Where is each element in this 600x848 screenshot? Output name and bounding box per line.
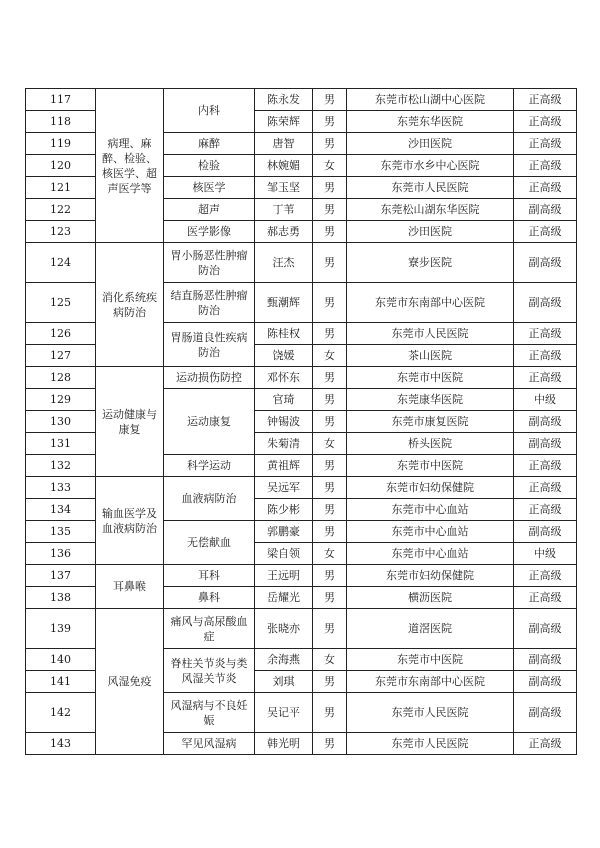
subcategory-cell: 无偿献血 [164,521,255,565]
expert-gender: 男 [313,177,347,199]
row-number: 139 [26,609,96,649]
expert-title: 副高级 [514,649,577,671]
category-cell: 消化系统疾病防治 [96,243,164,367]
row-number: 120 [26,155,96,177]
expert-name: 林婉媚 [255,155,313,177]
row-number: 119 [26,133,96,155]
expert-gender: 男 [313,693,347,733]
expert-gender: 男 [313,587,347,609]
expert-gender: 男 [313,133,347,155]
expert-title: 中级 [514,543,577,565]
expert-gender: 男 [313,671,347,693]
expert-name: 邓怀东 [255,367,313,389]
row-number: 132 [26,455,96,477]
expert-hospital: 东莞市中医院 [347,455,514,477]
expert-hospital: 茶山医院 [347,345,514,367]
expert-gender: 女 [313,543,347,565]
row-number: 126 [26,323,96,345]
expert-gender: 男 [313,367,347,389]
expert-hospital: 东莞市康复医院 [347,411,514,433]
subcategory-cell: 耳科 [164,565,255,587]
expert-name: 陈荣辉 [255,111,313,133]
table-row [26,367,577,389]
expert-name: 郭鹏豪 [255,521,313,543]
expert-hospital: 东莞市人民医院 [347,733,514,755]
expert-hospital: 寮步医院 [347,243,514,283]
row-number: 142 [26,693,96,733]
category-cell: 耳鼻喉 [96,565,164,609]
expert-gender: 男 [313,733,347,755]
expert-hospital: 东莞市水乡中心医院 [347,155,514,177]
expert-hospital: 东莞市人民医院 [347,177,514,199]
subcategory-cell: 胃小肠恶性肿瘤防治 [164,243,255,283]
expert-title: 副高级 [514,433,577,455]
expert-gender: 男 [313,411,347,433]
expert-title: 正高级 [514,367,577,389]
expert-title: 正高级 [514,477,577,499]
subcategory-cell: 痛风与高尿酸血症 [164,609,255,649]
expert-name: 黄祖辉 [255,455,313,477]
expert-hospital: 东莞市妇幼保健院 [347,565,514,587]
expert-gender: 男 [313,221,347,243]
expert-roster-table [25,88,577,755]
row-number: 122 [26,199,96,221]
expert-title: 副高级 [514,671,577,693]
expert-gender: 男 [313,283,347,323]
expert-name: 丁苇 [255,199,313,221]
expert-hospital: 东莞松山湖东华医院 [347,199,514,221]
expert-title: 中级 [514,389,577,411]
expert-gender: 男 [313,89,347,111]
expert-hospital: 东莞市中心血站 [347,521,514,543]
expert-gender: 男 [313,609,347,649]
expert-title: 正高级 [514,111,577,133]
subcategory-cell: 核医学 [164,177,255,199]
expert-name: 韩光明 [255,733,313,755]
expert-name: 岳耀光 [255,587,313,609]
expert-title: 副高级 [514,693,577,733]
expert-gender: 男 [313,243,347,283]
expert-hospital: 东莞市中心血站 [347,499,514,521]
category-cell: 运动健康与康复 [96,367,164,477]
row-number: 123 [26,221,96,243]
expert-name: 朱菊清 [255,433,313,455]
expert-title: 正高级 [514,733,577,755]
row-number: 135 [26,521,96,543]
table-row [26,89,577,111]
subcategory-cell: 医学影像 [164,221,255,243]
row-number: 134 [26,499,96,521]
row-number: 128 [26,367,96,389]
expert-hospital: 东莞市东南部中心医院 [347,283,514,323]
row-number: 141 [26,671,96,693]
expert-gender: 男 [313,111,347,133]
expert-title: 正高级 [514,221,577,243]
row-number: 130 [26,411,96,433]
expert-gender: 男 [313,323,347,345]
expert-gender: 男 [313,565,347,587]
expert-hospital: 东莞康华医院 [347,389,514,411]
expert-gender: 男 [313,389,347,411]
subcategory-cell: 运动损伤防控 [164,367,255,389]
category-cell: 病理、麻醉、检验、核医学、超声医学等 [96,89,164,243]
expert-name: 官琦 [255,389,313,411]
expert-gender: 女 [313,433,347,455]
expert-name: 邹玉坚 [255,177,313,199]
subcategory-cell: 胃肠道良性疾病防治 [164,323,255,367]
row-number: 127 [26,345,96,367]
subcategory-cell: 检验 [164,155,255,177]
expert-gender: 女 [313,649,347,671]
expert-name: 吴远军 [255,477,313,499]
expert-gender: 男 [313,521,347,543]
expert-title: 正高级 [514,177,577,199]
expert-hospital: 东莞市妇幼保健院 [347,477,514,499]
expert-title: 副高级 [514,521,577,543]
expert-hospital: 东莞市中医院 [347,649,514,671]
expert-hospital: 东莞东华医院 [347,111,514,133]
expert-name: 郝志勇 [255,221,313,243]
expert-title: 正高级 [514,323,577,345]
expert-hospital: 东莞市人民医院 [347,693,514,733]
row-number: 124 [26,243,96,283]
subcategory-cell: 结直肠恶性肿瘤防治 [164,283,255,323]
row-number: 138 [26,587,96,609]
expert-name: 汪杰 [255,243,313,283]
expert-hospital: 桥头医院 [347,433,514,455]
expert-title: 副高级 [514,609,577,649]
subcategory-cell: 鼻科 [164,587,255,609]
expert-hospital: 沙田医院 [347,133,514,155]
expert-title: 副高级 [514,243,577,283]
expert-name: 刘琪 [255,671,313,693]
expert-title: 正高级 [514,587,577,609]
expert-title: 正高级 [514,89,577,111]
table-row [26,243,577,283]
table-row [26,477,577,499]
category-cell: 风湿免疫 [96,609,164,755]
subcategory-cell: 超声 [164,199,255,221]
expert-name: 陈桂权 [255,323,313,345]
category-cell: 输血医学及血液病防治 [96,477,164,565]
expert-hospital: 横沥医院 [347,587,514,609]
row-number: 131 [26,433,96,455]
expert-gender: 男 [313,499,347,521]
expert-title: 正高级 [514,565,577,587]
expert-title: 正高级 [514,455,577,477]
row-number: 137 [26,565,96,587]
row-number: 118 [26,111,96,133]
expert-title: 副高级 [514,283,577,323]
row-number: 121 [26,177,96,199]
table-row [26,609,577,649]
expert-name: 吴记平 [255,693,313,733]
row-number: 140 [26,649,96,671]
expert-name: 张晓亦 [255,609,313,649]
expert-name: 陈永发 [255,89,313,111]
row-number: 143 [26,733,96,755]
expert-title: 正高级 [514,155,577,177]
expert-name: 饶媛 [255,345,313,367]
expert-gender: 男 [313,455,347,477]
expert-title: 副高级 [514,199,577,221]
subcategory-cell: 内科 [164,89,255,133]
expert-title: 正高级 [514,133,577,155]
expert-gender: 女 [313,155,347,177]
expert-name: 甄潮辉 [255,283,313,323]
subcategory-cell: 麻醉 [164,133,255,155]
row-number: 117 [26,89,96,111]
expert-gender: 女 [313,345,347,367]
expert-hospital: 东莞市东南部中心医院 [347,671,514,693]
expert-name: 陈少彬 [255,499,313,521]
expert-hospital: 沙田医院 [347,221,514,243]
subcategory-cell: 风湿病与不良妊娠 [164,693,255,733]
expert-hospital: 东莞市人民医院 [347,323,514,345]
subcategory-cell: 血液病防治 [164,477,255,521]
row-number: 133 [26,477,96,499]
subcategory-cell: 罕见风湿病 [164,733,255,755]
expert-name: 唐智 [255,133,313,155]
expert-name: 余海燕 [255,649,313,671]
expert-gender: 男 [313,199,347,221]
expert-title: 正高级 [514,345,577,367]
expert-name: 钟锡波 [255,411,313,433]
expert-name: 王远明 [255,565,313,587]
expert-hospital: 道滘医院 [347,609,514,649]
row-number: 129 [26,389,96,411]
subcategory-cell: 脊柱关节炎与类风湿关节炎 [164,649,255,693]
row-number: 136 [26,543,96,565]
expert-hospital: 东莞市中医院 [347,367,514,389]
row-number: 125 [26,283,96,323]
expert-gender: 男 [313,477,347,499]
expert-hospital: 东莞市中心血站 [347,543,514,565]
expert-hospital: 东莞市松山湖中心医院 [347,89,514,111]
table-row [26,565,577,587]
subcategory-cell: 科学运动 [164,455,255,477]
expert-title: 副高级 [514,411,577,433]
expert-title: 正高级 [514,499,577,521]
expert-name: 梁自领 [255,543,313,565]
subcategory-cell: 运动康复 [164,389,255,455]
